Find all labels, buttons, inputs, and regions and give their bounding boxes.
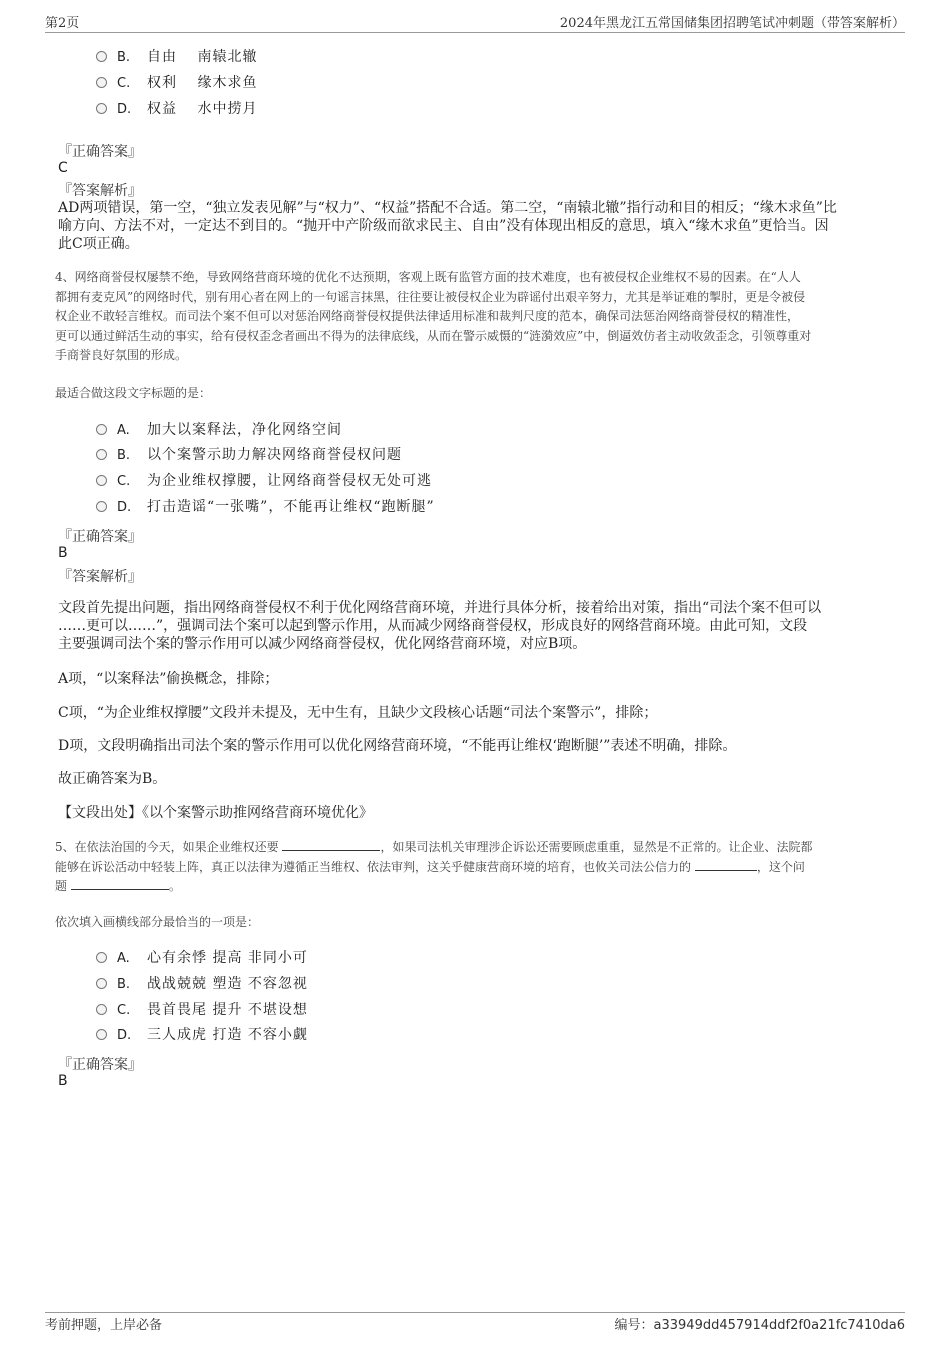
radio-icon[interactable] [96, 77, 107, 88]
q4-source: 【文段出处】《以个案警示助推网络营商环境优化》 [58, 805, 373, 821]
page-header [45, 12, 905, 32]
q5-option-c[interactable]: C. 畏首畏尾 提升 不堪设想 [96, 1000, 308, 1020]
q4-prompt: 最适合做这段文字标题的是： [55, 386, 212, 400]
q3-answer-label: 『正确答案』 [58, 144, 142, 160]
q5-option-d[interactable]: D. 三人成虎 打造 不容小觑 [96, 1025, 308, 1045]
blank-3 [71, 877, 169, 890]
q5-option-b[interactable]: B. 战战兢兢 塑造 不容忽视 [96, 974, 308, 994]
q4-option-c[interactable]: C. 为企业维权撑腰，让网络商誉侵权无处可逃 [96, 471, 432, 491]
document-title: 2024年黑龙江五常国储集团招聘笔试冲刺题（带答案解析） [559, 16, 905, 31]
radio-icon[interactable] [96, 978, 107, 989]
header-divider [45, 32, 905, 33]
radio-icon[interactable] [96, 449, 107, 460]
radio-icon[interactable] [96, 103, 107, 114]
blank-2 [695, 858, 757, 871]
footer-divider [45, 1312, 905, 1313]
footer-slogan: 考前押题，上岸必备 [45, 1318, 163, 1333]
q3-answer: C [58, 160, 68, 176]
q4-answer-label: 『正确答案』 [58, 529, 142, 545]
q4-analysis: 文段首先提出问题，指出网络商誉侵权不利于优化网络营商环境，并进行具体分析，接着给出对策，指出“司法个案不但可以 ……更可以……”，强调司法个案可以起到警示作用，从而减少网络商誉侵权，形成良好的网络营商环境。由此可知，文段 主要强调司法个案的警示作用可以减少网络商誉侵权，优化网络营商环境，对应B项。 [58, 600, 822, 652]
radio-icon[interactable] [96, 475, 107, 486]
q3-analysis-label: 『答案解析』 [58, 183, 142, 199]
document-id: 编号：a33949dd457914ddf2f0a21fc7410da6 [614, 1318, 905, 1333]
q4-analysis-option-d: D项，文段明确指出司法个案的警示作用可以优化网络营商环境，“不能再让维权‘跑断腿’”表述不明确，排除。 [58, 738, 737, 754]
radio-icon[interactable] [96, 501, 107, 512]
q5-stem: 5、在依法治国的今天，如果企业维权还要 ，如果司法机关审理涉企诉讼还需要顾虑重重，显然是不正常的。让企业、法院都 能够在诉讼活动中轻装上阵，真正以法律为遵循正当维权、依法审判，这关乎健康营商环境的培育，也攸关司法公信力的 ，这个问 题 。 [55, 840, 813, 893]
q3-analysis: AD两项错误，第一空，“独立发表见解”与“权力”、“权益”搭配不合适。第二空，“南辕北辙”指行动和目的相反；“缘木求鱼”比 喻方向、方法不对，一定达不到目的。“抛开中产阶级而欲求民主、自由”没有体现出相反的意思，填入“缘木求鱼”更恰当。因 此C项正确。 [58, 200, 837, 252]
q4-conclusion: 故正确答案为B。 [58, 771, 167, 787]
radio-icon[interactable] [96, 1004, 107, 1015]
radio-icon[interactable] [96, 51, 107, 62]
q4-option-a[interactable]: A. 加大以案释法，净化网络空间 [96, 420, 342, 440]
radio-icon[interactable] [96, 1029, 107, 1040]
q3-option-d[interactable]: D. 权益 水中捞月 [96, 99, 257, 119]
q5-answer: B [58, 1073, 68, 1089]
radio-icon[interactable] [96, 424, 107, 435]
q5-option-a[interactable]: A. 心有余悸 提高 非同小可 [96, 948, 308, 968]
q4-passage: 4、网络商誉侵权屡禁不绝，导致网络营商环境的优化不达预期，客观上既有监管方面的技术难度，也有被侵权企业维权不易的因素。在“人人 都拥有麦克风”的网络时代，别有用心者在网上的一句谣言抹黑，往往要让被侵权企业为辟谣付出艰辛努力，尤其是举证难的掣肘，更是令被侵 权企业不敢轻言维权。而司法个案不但可以对惩治网络商誉侵权提供法律适用标准和裁判尺度的范本，确保司法惩治网络商誉侵权的精准性， 更可以通过鲜活生动的事实，给有侵权歪念者画出不得为的法律底线，从而在警示威慑的“涟漪效应”中，倒逼效仿者主动收敛歪念，引领尊重对 手商誉良好氛围的形成。 [55, 270, 812, 362]
q4-analysis-label: 『答案解析』 [58, 569, 142, 585]
q4-analysis-option-a: A项，“以案释法”偷换概念，排除； [58, 671, 279, 687]
blank-1 [282, 838, 380, 851]
q5-prompt: 依次填入画横线部分最恰当的一项是： [55, 915, 260, 929]
q4-answer: B [58, 545, 68, 561]
q5-answer-label: 『正确答案』 [58, 1057, 142, 1073]
q4-option-b[interactable]: B. 以个案警示助力解决网络商誉侵权问题 [96, 445, 402, 465]
radio-icon[interactable] [96, 952, 107, 963]
q4-option-d[interactable]: D. 打击造谣“一张嘴”，不能再让维权“跑断腿” [96, 497, 435, 517]
q4-analysis-option-c: C项，“为企业维权撑腰”文段并未提及，无中生有，且缺少文段核心话题“司法个案警示”，排除； [58, 705, 658, 721]
q3-option-c[interactable]: C. 权利 缘木求鱼 [96, 73, 257, 93]
q3-option-b[interactable]: B. 自由 南辕北辙 [96, 47, 257, 67]
page-number: 第2页 [45, 16, 80, 31]
